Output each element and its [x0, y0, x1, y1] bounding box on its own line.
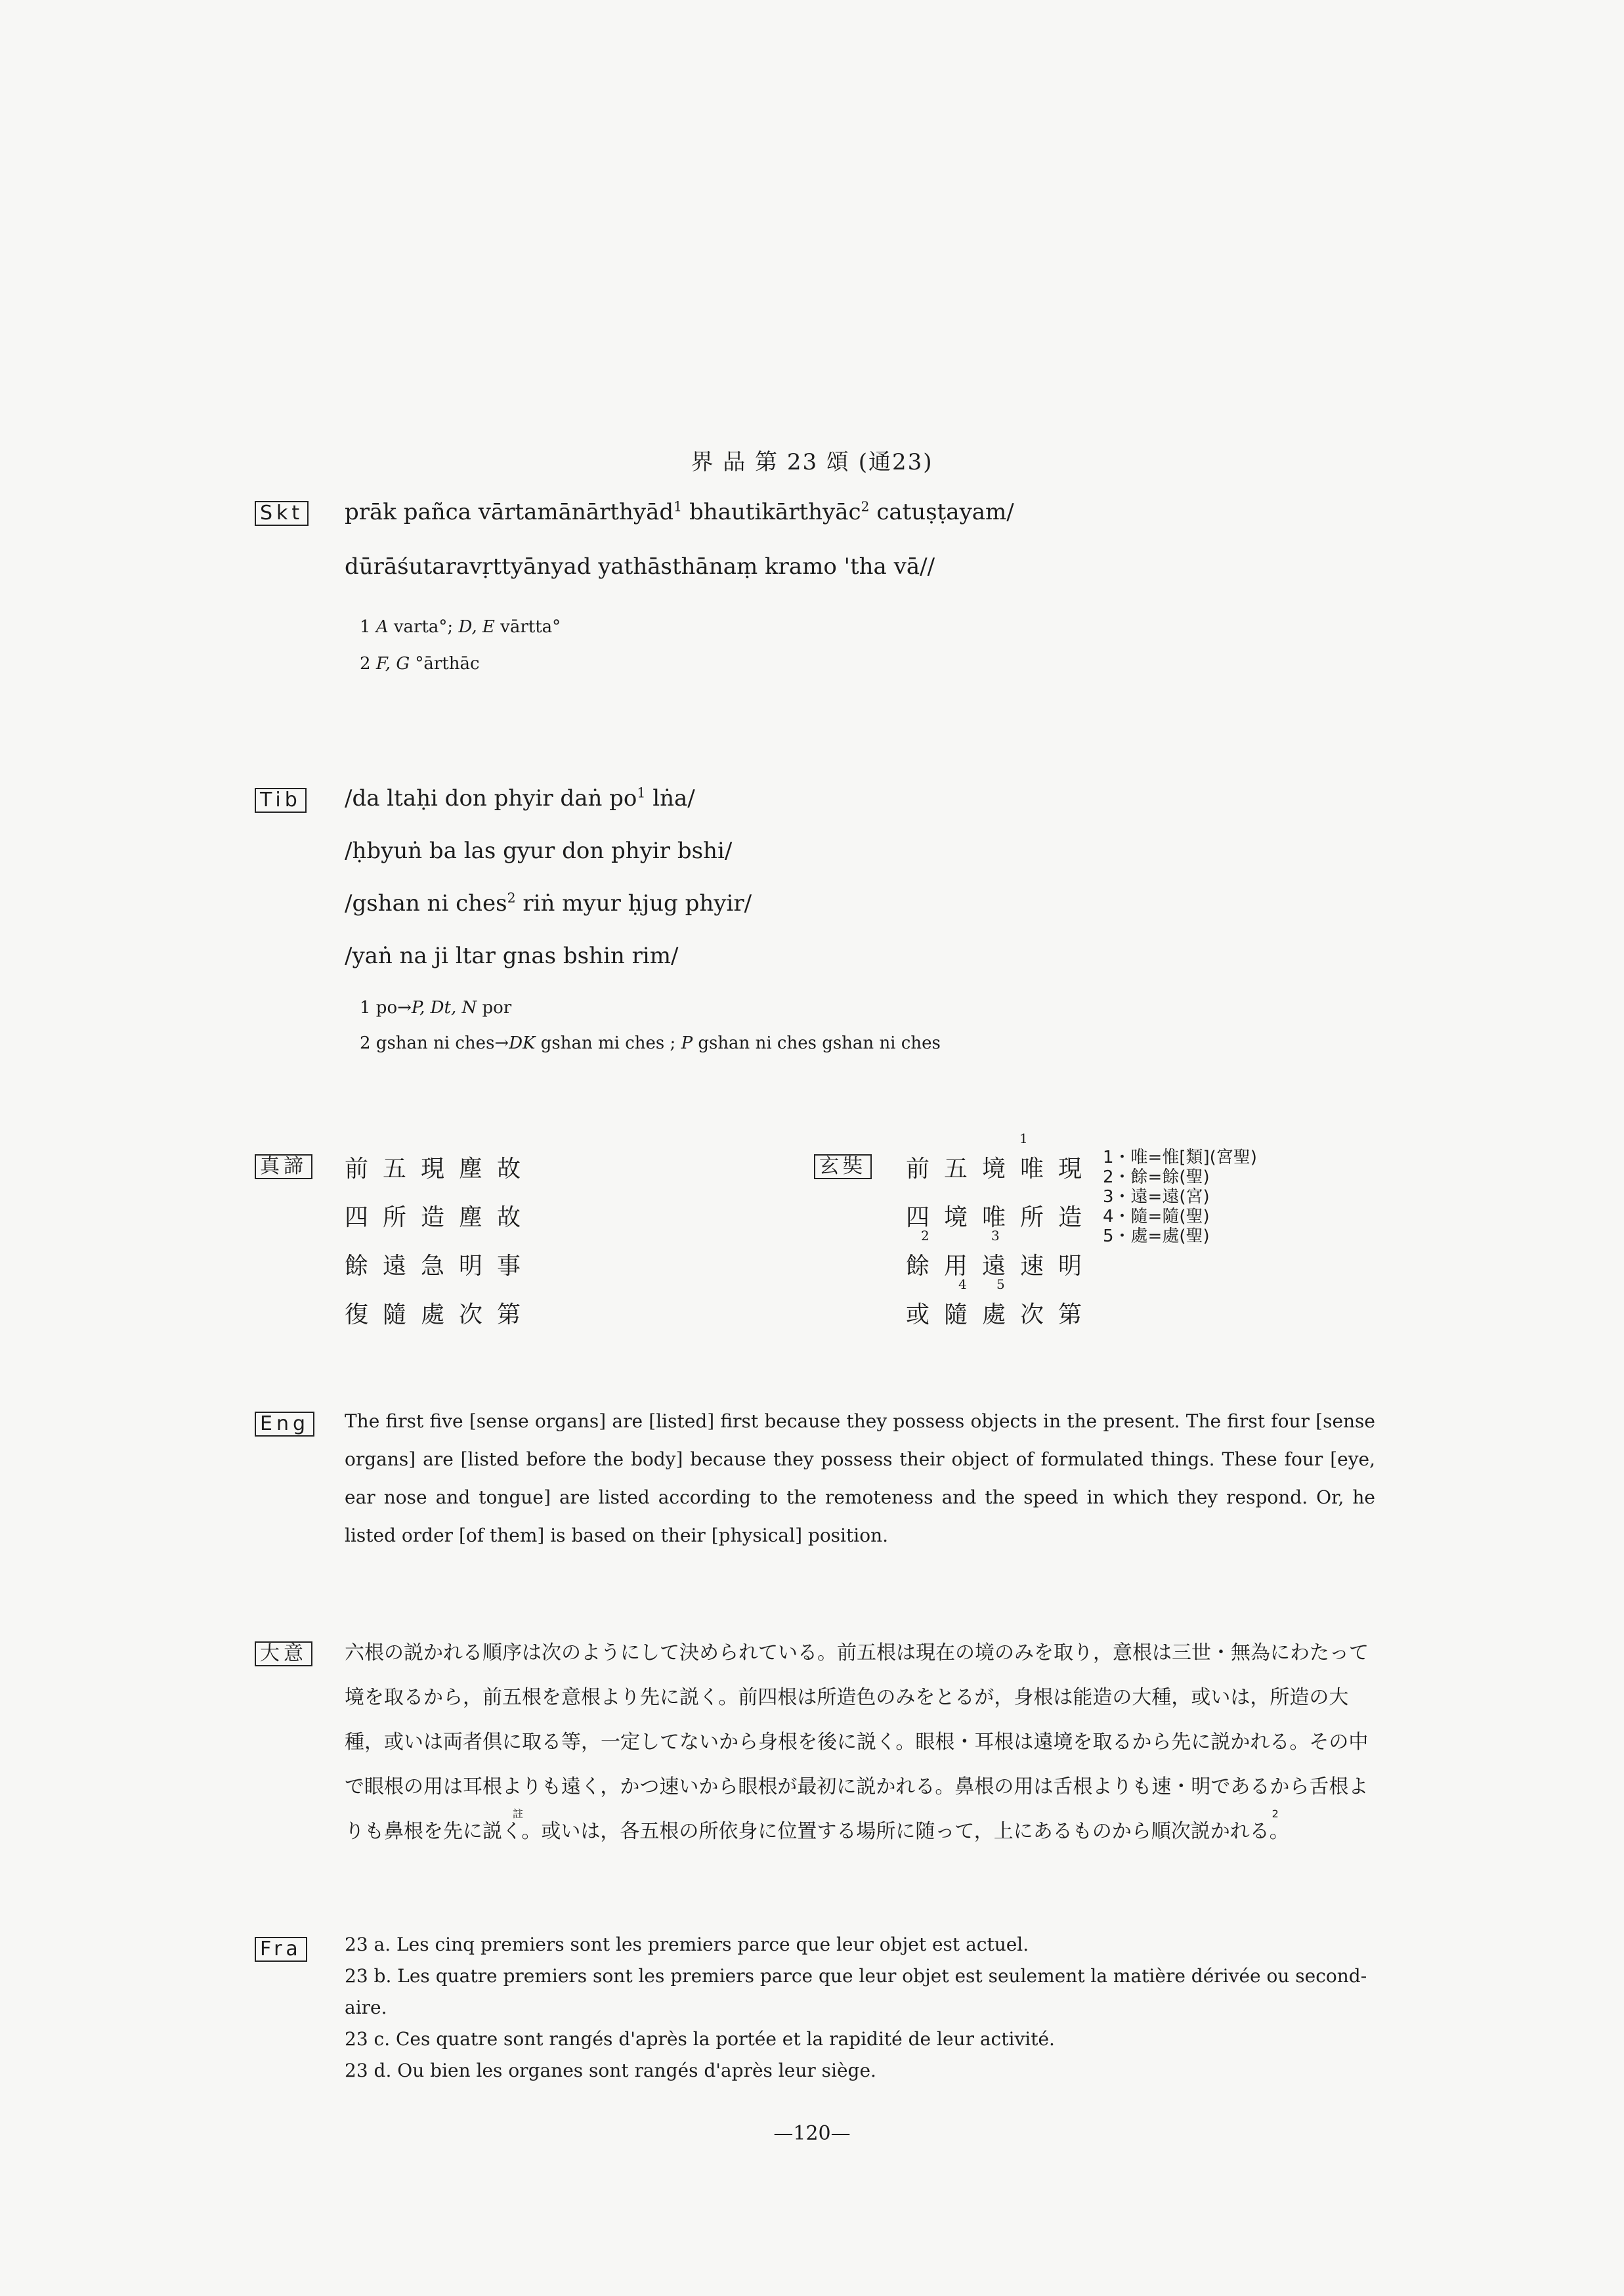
skt-label: Skt	[255, 501, 309, 526]
skt-line-1: prāk pañca vārtamānārthyād$^1$ bhautikārthyāc$^2$ catuṣṭayam/	[345, 498, 1014, 525]
fra-line: aire.	[345, 1997, 387, 2018]
fra-line: 23 b. Les quatre premiers sont les premiers parce que leur objet est seulement la matière dérivée ou second-	[345, 1965, 1367, 1987]
skt-line-2: dūrāśutaravṛttyānyad yathāsthānaṃ kramo 'tha vā//	[345, 553, 935, 580]
xuanzang-line-1: 前五境唯現	[906, 1156, 1097, 1182]
variant-mark-4: 4	[958, 1276, 967, 1292]
tib-line-1: /da ltaḥi don phyir daṅ $po^1$ lṅa/	[345, 785, 695, 812]
eng-translation: The first five [sense organs] are [listed] first because they possess objects in the present. The first four [sense organs] are [listed before the body] because they possess their object of formulated things. These four [eye, ear nose and tongue] are listed according to the remoteness and the speed in which they respond. Or, he listed order [of them] is based on their [physical] position.	[345, 1410, 1375, 1546]
fra-line: 23 c. Ces quatre sont rangés d'après la portée et la rapidité de leur activité.	[345, 2028, 1055, 2050]
variant-notes	[1103, 1148, 1257, 1246]
fra-translation	[345, 1929, 1375, 2087]
zhendi-line-4: 復隨處次第	[345, 1301, 536, 1328]
fra-line: 23 d. Ou bien les organes sont rangés d'après leur siège.	[345, 2060, 876, 2081]
page-number: —120—	[773, 2122, 851, 2145]
zhendi-line-3: 餘遠急明事	[345, 1253, 536, 1280]
zhendi-line-2: 四所造塵故	[345, 1204, 536, 1231]
xuanzang-line-4: 或隨處次第	[906, 1301, 1097, 1328]
eng-label: Eng	[255, 1412, 314, 1437]
skt-footnote-2: 2 F, G °ārthāc	[360, 654, 480, 674]
tib-line-2: /ḥbyuṅ ba las gyur don phyir bshi/	[345, 838, 733, 864]
variant-note: 2・餘=餘(聖)	[1103, 1167, 1210, 1187]
variant-mark-3: 3	[991, 1228, 1000, 1244]
xuanzang-label: 玄奘	[814, 1154, 872, 1179]
zhendi-line-1: 前五現塵故	[345, 1156, 536, 1182]
variant-note: 3・遠=遠(宮)	[1103, 1187, 1210, 1207]
tib-label: Tib	[255, 788, 307, 813]
daiso-label: 大意	[255, 1641, 312, 1666]
variant-note: 4・隨=隨(聖)	[1103, 1207, 1210, 1226]
variant-note: 5・處=處(聖)	[1103, 1226, 1210, 1246]
tib-line-4: /yaṅ na ji ltar gnas bshin rim/	[345, 943, 679, 969]
variant-mark-5: 5	[996, 1276, 1005, 1292]
tib-footnote-1: 1 po→P, Dt, N por	[360, 998, 512, 1018]
verse-title: 界 品 第 23 頌 (通23)	[691, 449, 933, 475]
xuanzang-line-2: 四境唯所造	[906, 1204, 1097, 1231]
japanese-summary: 六根の説かれる順序は次のようにして決められている。前五根は現在の境のみを取り，意根は三世・無為にわたって境を取るから，前五根を意根より先に説く。前四根は所造色のみをとるが，身根は能造の大種，或いは，所造の大種，或いは両者倶に取る等，一定してないから身根を後に説く。眼根・耳根は遠境を取るから先に説かれる。その中で眼根の用は耳根よりも遠く，かつ速いから眼根が最初に説かれる。鼻根の用は舌根よりも速・明であるから舌根よりも鼻根を先に説く。或いは，各五根の所依身に位置する場所に随って，上にあるものから順次説かれる。註2	[345, 1641, 1369, 1843]
fra-label: Fra	[255, 1937, 307, 1962]
fra-line: 23 a. Les cinq premiers sont les premiers parce que leur objet est actuel.	[345, 1934, 1029, 1955]
variant-mark-2: 2	[921, 1228, 930, 1244]
variant-mark-1: 1	[1019, 1131, 1028, 1146]
tib-footnote-2: 2 gshan ni ches→DK gshan mi ches ; P gshan ni ches gshan ni ches	[360, 1033, 941, 1053]
variant-note: 1・唯=惟[類](宮聖)	[1103, 1148, 1257, 1167]
zhendi-label: 真諦	[255, 1154, 312, 1179]
xuanzang-line-3: 餘用遠速明	[906, 1253, 1097, 1280]
tib-line-3: /gshan ni ches$^2$ riṅ myur ḥjug phyir/	[345, 890, 752, 917]
skt-footnote-1: 1 A varta°; D, E vārtta°	[360, 617, 561, 637]
